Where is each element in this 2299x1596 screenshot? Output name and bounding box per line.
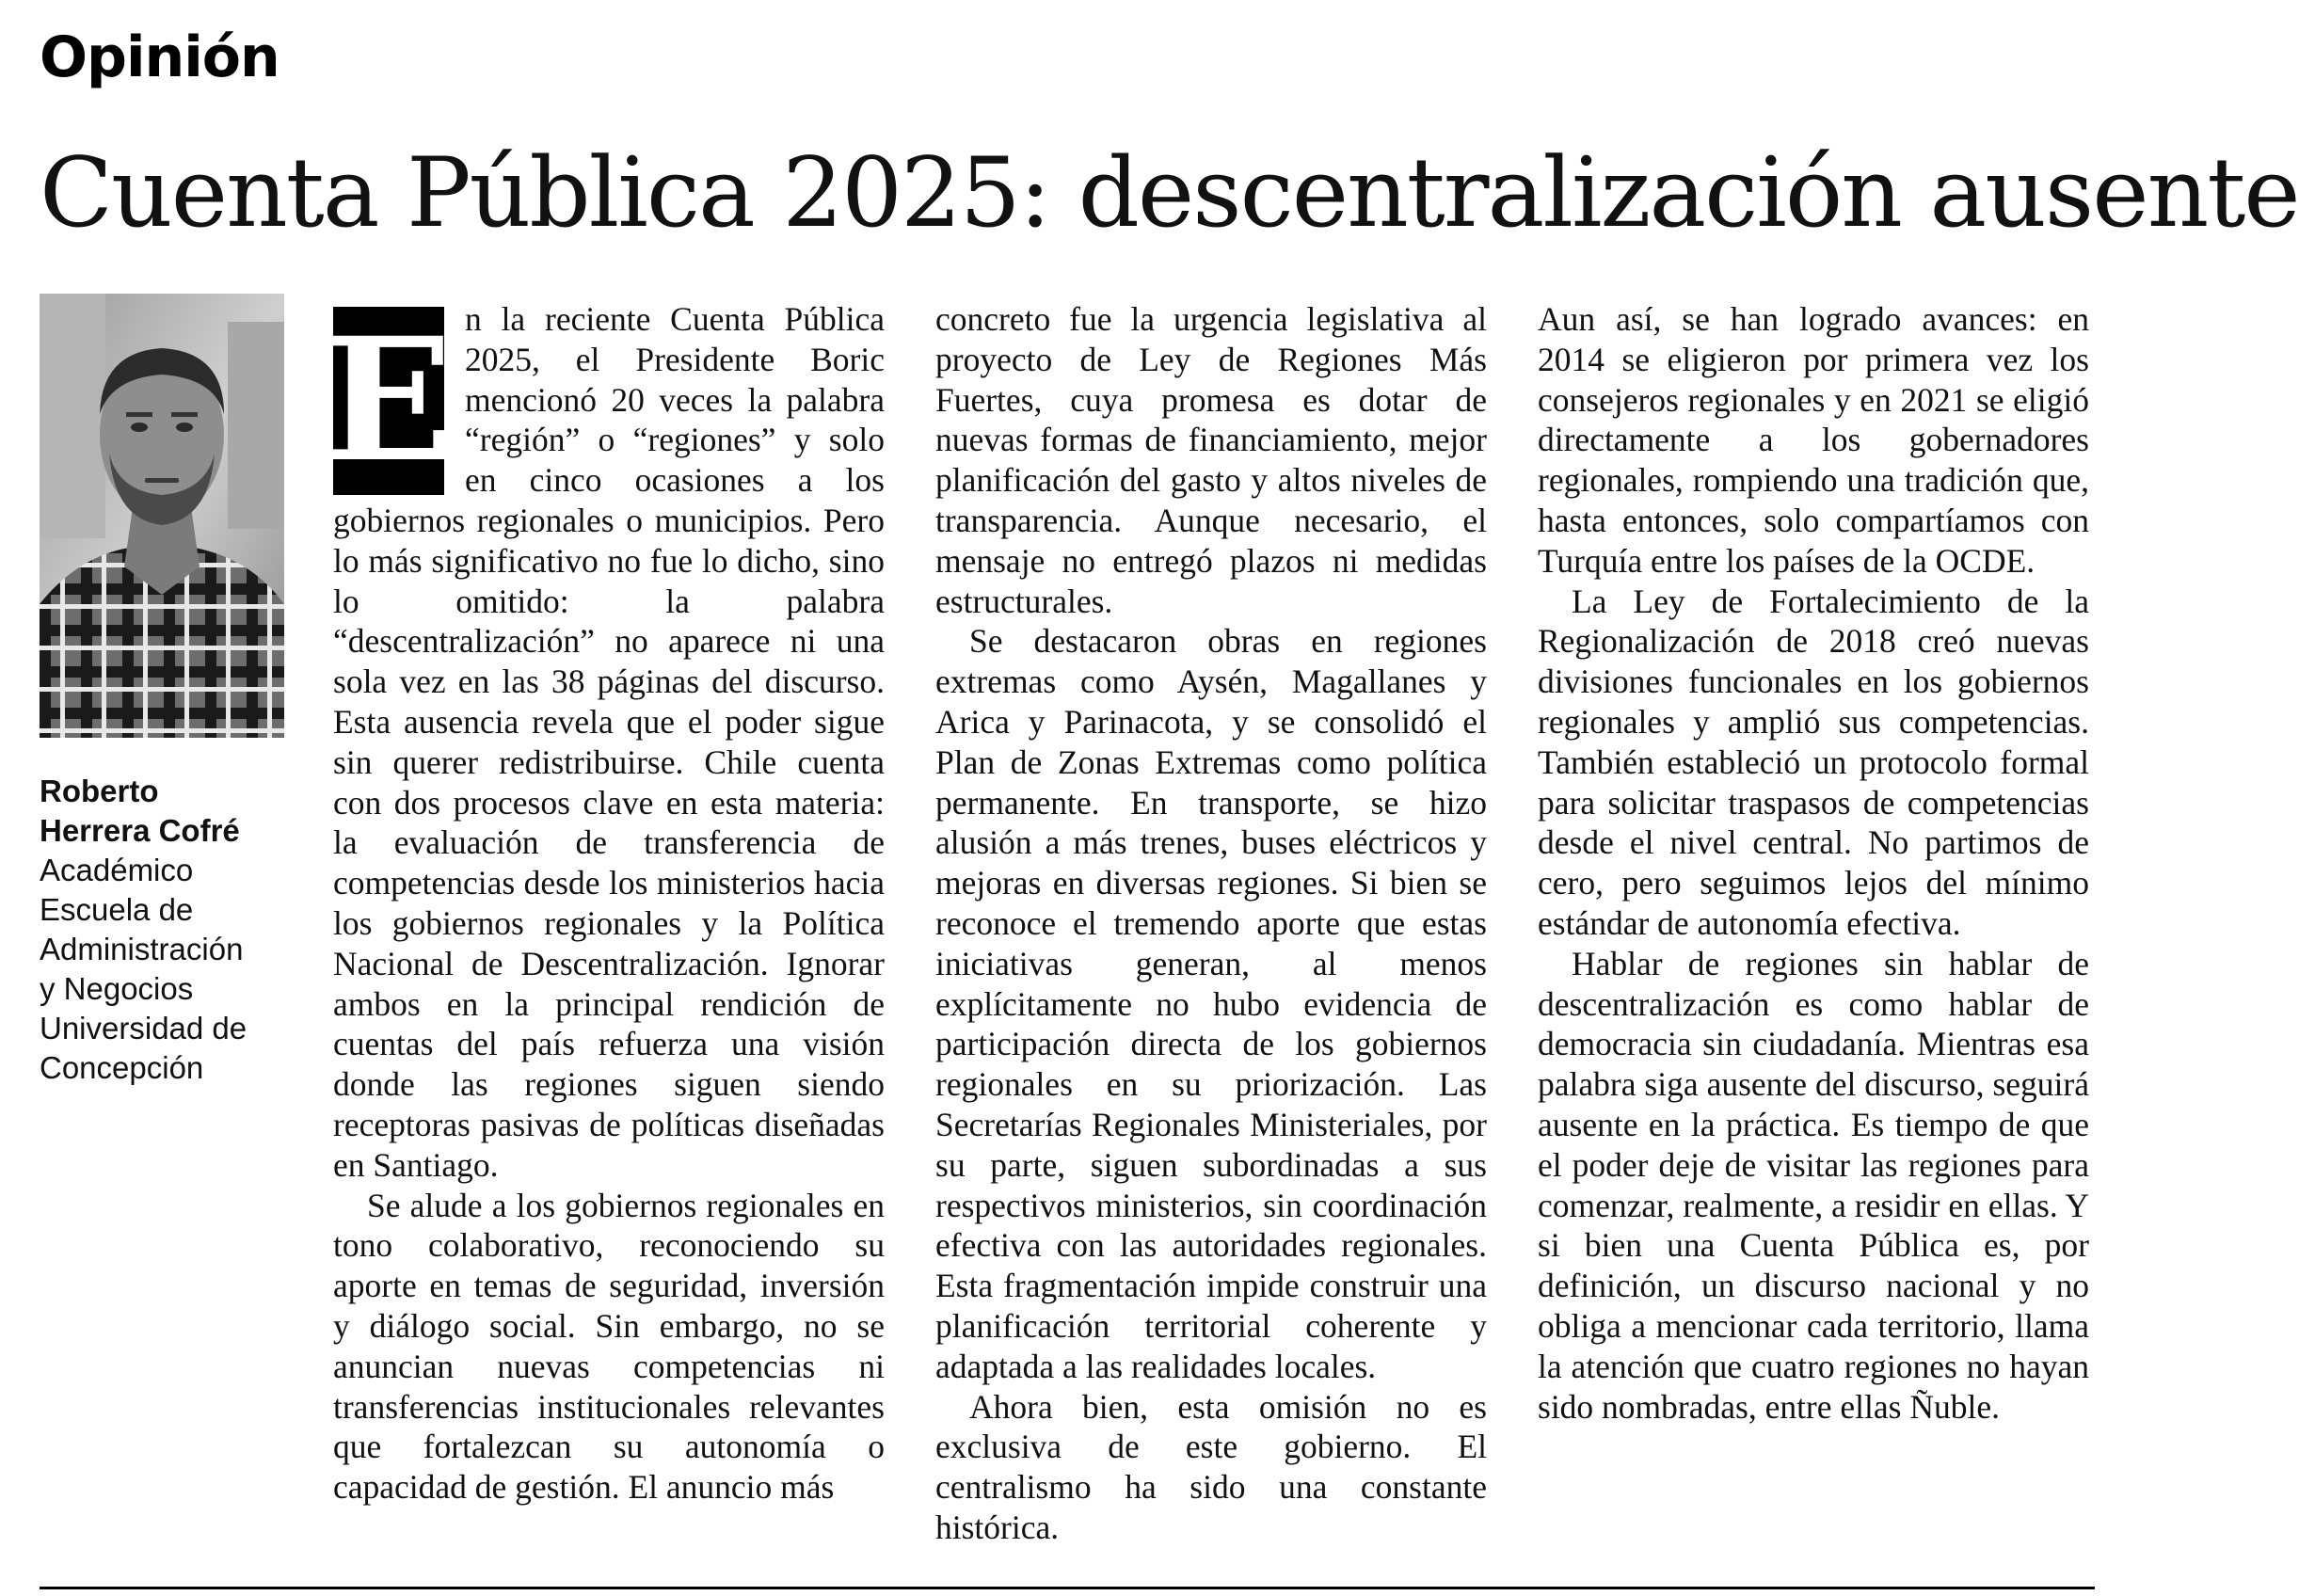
author-bio-line: Escuela de (40, 892, 194, 927)
article-column-1 (324, 299, 885, 1508)
article-column-3 (1538, 299, 2089, 1427)
author-bio-line: y Negocios (40, 971, 194, 1006)
article-headline: Cuenta Pública 2025: descentralización ausente (40, 137, 2299, 249)
article-paragraph: Hablar de regiones sin hablar de descentralización es como hablar de democracia sin ciudadanía. Mientras esa palabra siga ausente del discurso, seguirá ausente en la práctica. Es tiempo de que el poder deje de visitar las regiones para comenzar, realmente, a residir en ellas. Y si bien una Cuenta Pública es, por definición, un discurso nacional y no obliga a mencionar cada territorio, llama la atención que cuatro regiones no hayan sido nombradas, entre ellas Ñuble. (1538, 944, 2089, 1426)
author-bio-line: Universidad de (40, 1011, 247, 1045)
article-paragraph: concreto fue la urgencia legislativa al proyecto de Ley de Regiones Más Fuertes, cuya promesa es dotar de nuevas formas de financiamiento, mejor planificación del gasto y altos niveles de transparencia. Aunque necesario, el mensaje no entregó plazos ni medidas estructurales. (935, 300, 1487, 620)
article-paragraph: Se alude a los gobiernos regionales en tono colaborativo, reconociendo su aporte en temas de seguridad, inversión y diálogo social. Sin embargo, no se anuncian nuevas competencias ni transferencias institucionales relevantes que fortalezcan su autonomía o capacidad de gestión. El anuncio más (333, 1186, 885, 1507)
author-photo (40, 294, 284, 738)
article-paragraph: Aun así, se han logrado avances: en 2014 se eligieron por primera vez los consejeros regionales y en 2021 se eligió directamente a los gobernadores regionales, rompiendo una tradición que, hasta entonces, solo compartíamos con Turquía entre los países de la OCDE. (1538, 300, 2089, 580)
author-bio-line: Administración (40, 932, 244, 966)
article-paragraph: Se destacaron obras en regiones extremas como Aysén, Magallanes y Arica y Parinacota, y se consolidó el Plan de Zonas Extremas como política permanente. En transporte, se hizo alusión a más trenes, buses eléctricos y mejoras en diversas regiones. Si bien se reconoce el tremendo aporte que estas iniciativas generan, al menos explícitamente no hubo evidencia de participación directa de los gobiernos regionales en su priorización. Las Secretarías Regionales Ministeriales, por su parte, siguen subordinadas a sus respectivos ministerios, sin coordinación efectiva con las autoridades regionales. Esta fragmentación impide construir una planificación territorial coherente y adaptada a las realidades locales. (935, 622, 1487, 1385)
author-bio-line: Concepción (40, 1050, 204, 1085)
article-paragraph: Ahora bien, esta omisión no es exclusiva de este gobierno. El centralismo ha sido una constante histórica. (935, 1387, 1487, 1546)
author-bio (40, 851, 294, 1088)
author-name-line: Roberto (40, 774, 159, 808)
bottom-rule (40, 1587, 2095, 1589)
author-byline (40, 772, 294, 1088)
drop-cap-letter: E (324, 301, 454, 500)
author-name (40, 772, 294, 851)
article-paragraph: n la reciente Cuenta Pública 2025, el Presidente Boric mencionó 20 veces la palabra “región” o “regiones” y solo en cinco ocasiones a los gobiernos regionales o municipios. Pero lo más significativo no fue lo dicho, sino lo omitido: la palabra “descentralización” no aparece ni una sola vez en las 38 páginas del discurso. Esta ausencia revela que el poder sigue sin querer redistribuirse. Chile cuenta con dos procesos clave en esta materia: la evaluación de transferencia de competencias desde los ministerios hacia los gobiernos regionales y la Política Nacional de Descentralización. Ignorar ambos en la principal rendición de cuentas del país refuerza una visión donde las regiones siguen siendo receptoras pasivas de políticas diseñadas en Santiago. (333, 300, 885, 1184)
article-column-2 (935, 299, 1487, 1548)
section-label: Opinión (40, 24, 279, 90)
author-bio-line: Académico (40, 853, 194, 887)
article-paragraph: La Ley de Fortalecimiento de la Regionalización de 2018 creó nuevas divisiones funcionales en los gobiernos regionales y amplió sus competencias. También estableció un protocolo formal para solicitar traspasos de competencias desde el nivel central. No partimos de cero, pero seguimos lejos del mínimo estándar de autonomía efectiva. (1538, 582, 2089, 942)
drop-cap (324, 301, 454, 500)
author-name-line: Herrera Cofré (40, 813, 240, 848)
